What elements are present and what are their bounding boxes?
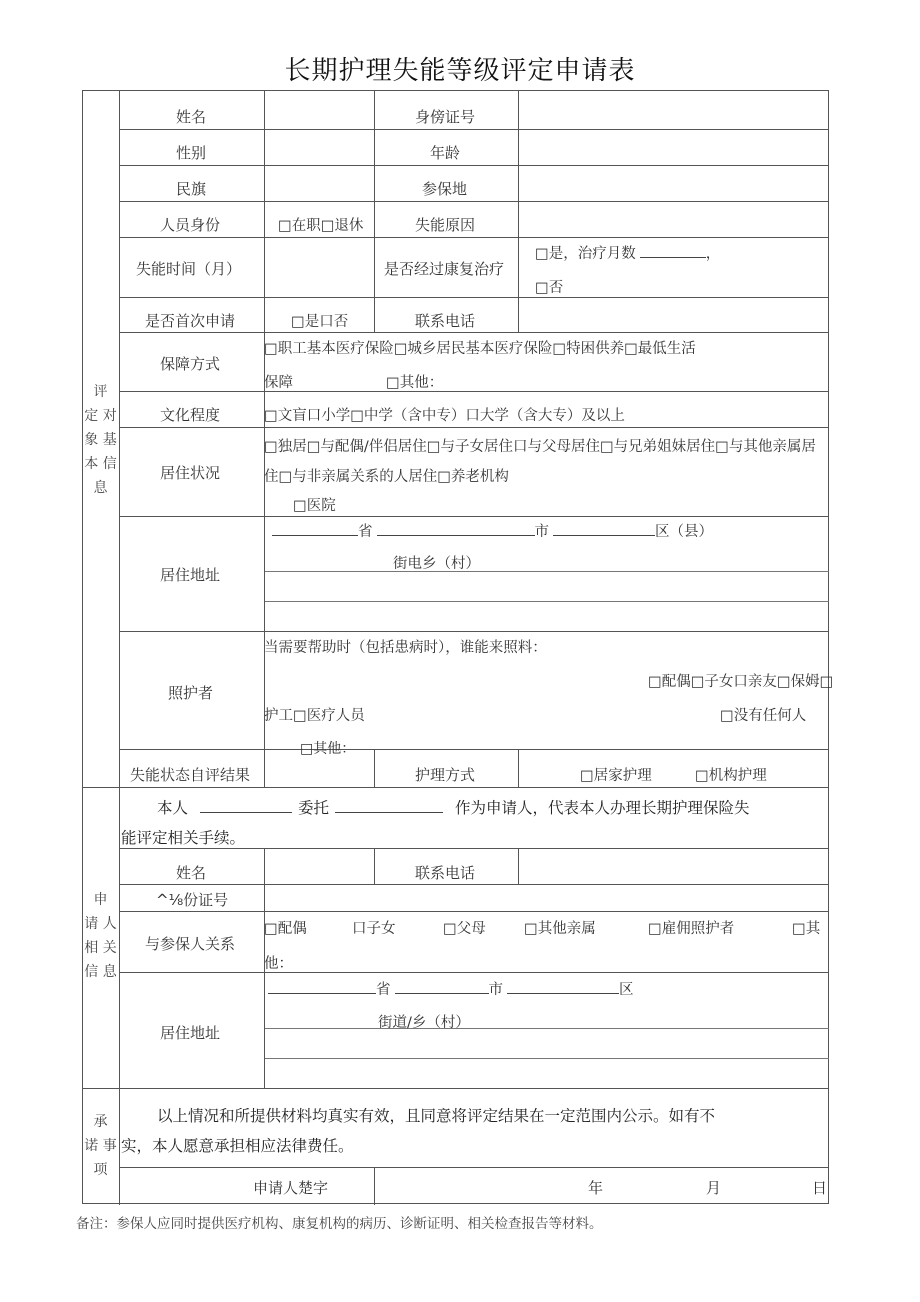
self-eval-input[interactable] xyxy=(265,750,371,784)
label-identity: 人员身份 xyxy=(160,216,221,234)
section-label-text: 项 xyxy=(93,1162,108,1178)
rehab-comma: ， xyxy=(705,246,721,262)
label-guarantee: 保障方式 xyxy=(160,355,221,373)
divider xyxy=(119,332,829,333)
applicant-id-input[interactable] xyxy=(265,886,827,910)
relation-other-label: 他： xyxy=(264,956,293,972)
relation-other-checkbox[interactable]: □其 xyxy=(792,921,821,937)
label-signature: 申请人楚字 xyxy=(253,1179,329,1197)
section-label-text: 息 xyxy=(93,480,108,496)
rehab-no-checkbox[interactable]: □否 xyxy=(535,280,564,296)
education-options[interactable]: □文盲口小学□中学（含中专）口大学（含大专）及以上 xyxy=(264,408,625,424)
label-caregiver: 照护者 xyxy=(168,684,214,702)
divider xyxy=(83,787,829,788)
guarantee-option-other[interactable]: □其他： xyxy=(386,375,444,391)
caregiver-options[interactable]: □配偶□子女口亲友□保姆□ xyxy=(648,674,834,690)
gender-input[interactable] xyxy=(265,130,371,164)
caregiver-options[interactable]: 护工□医疗人员 xyxy=(264,708,365,724)
section-label-promise xyxy=(82,1110,119,1182)
label-age: 年龄 xyxy=(430,144,461,162)
city-label: 市 xyxy=(534,524,549,540)
living-option-hospital[interactable]: □医院 xyxy=(293,498,336,514)
date-month: 月 xyxy=(706,1179,722,1197)
delegation-text: 委托 xyxy=(298,799,330,817)
section-label-applicant xyxy=(82,888,119,984)
label-applicant-address: 居住地址 xyxy=(160,1024,221,1042)
address-line[interactable] xyxy=(272,520,713,541)
divider xyxy=(264,1058,829,1059)
label-phone: 联系电话 xyxy=(415,312,476,330)
label-rehab: 是否经过康复治疗 xyxy=(384,260,505,278)
care-home-checkbox[interactable]: □居家护理 xyxy=(580,768,652,784)
caregiver-option-other[interactable]: □其他： xyxy=(300,741,356,757)
divider xyxy=(119,848,829,849)
delegation-statement[interactable] xyxy=(157,796,750,818)
ethnicity-input[interactable] xyxy=(265,166,371,200)
label-relation: 与参保人关系 xyxy=(145,935,236,953)
divider xyxy=(119,884,829,885)
phone-input[interactable] xyxy=(519,298,827,332)
province-label: 省 xyxy=(358,524,373,540)
district-blank[interactable] xyxy=(553,522,655,536)
page-title: 长期护理失能等级评定申请表 xyxy=(284,56,636,86)
disability-cause-input[interactable] xyxy=(519,202,827,236)
province-label: 省 xyxy=(376,982,391,998)
divider xyxy=(119,631,829,632)
label-gender: 性别 xyxy=(176,144,207,162)
divider xyxy=(374,848,375,884)
living-options[interactable]: 住□与非亲属关系的人居住□养老机构 xyxy=(264,469,509,485)
first-apply-checkboxes[interactable]: □是口否 xyxy=(291,314,349,330)
divider xyxy=(374,1167,375,1205)
label-name: 姓名 xyxy=(176,108,207,126)
divider xyxy=(374,749,375,787)
city-label: 市 xyxy=(488,982,503,998)
rehab-yes-checkbox[interactable] xyxy=(535,242,720,263)
district-label: 区（县） xyxy=(655,524,713,540)
guarantee-options[interactable]: □职工基本医疗保险□城乡居民基本医疗保险□特困供养□最低生活 xyxy=(264,341,696,357)
divider xyxy=(119,237,829,238)
label-care-mode: 护理方式 xyxy=(415,766,476,784)
label-applicant-phone: 联系电话 xyxy=(415,864,476,882)
district-blank[interactable] xyxy=(507,980,619,994)
section-label-text: 象 基 xyxy=(84,432,117,448)
label-living: 居住状况 xyxy=(160,464,221,482)
label-self-eval: 失能状态自评结果 xyxy=(130,766,251,784)
city-blank[interactable] xyxy=(377,522,535,536)
delegation-statement-cont: 能评定相关手续。 xyxy=(121,829,246,847)
insured-place-input[interactable] xyxy=(519,166,827,200)
divider xyxy=(264,571,829,572)
caregiver-question: 当需要帮助时（包括患病时），谁能来照料： xyxy=(264,640,547,656)
relation-child-checkbox[interactable]: 口子女 xyxy=(352,921,396,937)
section-label-basic xyxy=(82,380,119,500)
section-label-text: 信 息 xyxy=(84,964,117,980)
identity-checkboxes[interactable]: □在职□退休 xyxy=(278,218,364,234)
divider xyxy=(119,91,120,1205)
relation-parent-checkbox[interactable]: □父母 xyxy=(443,921,486,937)
delegate-blank[interactable] xyxy=(335,799,443,813)
rehab-months-blank[interactable] xyxy=(640,244,706,258)
age-input[interactable] xyxy=(519,130,827,164)
label-applicant-name: 姓名 xyxy=(176,864,207,882)
id-number-input[interactable] xyxy=(519,92,827,126)
living-options[interactable]: □独居□与配偶/伴侣居住□与子女居住口与父母居住□与兄弟姐妹居住□与其他亲属居 xyxy=(264,439,816,455)
label-id-number: 身傍证号 xyxy=(415,108,476,126)
section-label-text: 请 人 xyxy=(84,916,117,932)
care-institution-checkbox[interactable]: □机构护理 xyxy=(695,768,767,784)
divider xyxy=(83,1088,829,1089)
divider xyxy=(374,91,375,332)
divider xyxy=(119,911,829,912)
label-disability-time: 失能时间（月） xyxy=(136,260,242,278)
label-first-apply: 是否首次申请 xyxy=(145,312,236,330)
section-label-text: 本 信 xyxy=(84,456,117,472)
label-disability-cause: 失能原因 xyxy=(415,216,476,234)
signature-field[interactable] xyxy=(376,1168,576,1202)
section-label-text: 评 xyxy=(93,384,108,400)
section-label-text: 定 对 xyxy=(84,408,117,424)
section-label-text: 承 xyxy=(93,1114,108,1130)
divider xyxy=(119,391,829,392)
section-label-text: 申 xyxy=(93,892,108,908)
relation-hired-checkbox[interactable]: □雇佣照护者 xyxy=(648,921,735,937)
city-blank[interactable] xyxy=(395,980,489,994)
rehab-yes-text: □是，治疗月数 xyxy=(535,246,636,262)
delegation-text: 作为申请人，代表本人办理长期护理保险失 xyxy=(455,799,750,817)
label-applicant-id: ^⅛份证号 xyxy=(156,891,229,909)
province-blank[interactable] xyxy=(272,522,358,536)
relation-spouse-checkbox[interactable]: □配偶 xyxy=(264,921,307,937)
promise-text: 以上情况和所提供材料均真实有效，且同意将评定结果在一定范围内公示。如有不 xyxy=(157,1107,716,1125)
section-label-text: 相 关 xyxy=(84,940,117,956)
promise-text-cont: 实，本人愿意承担相应法律费任。 xyxy=(121,1137,354,1155)
label-education: 文化程度 xyxy=(160,406,221,424)
date-year: 年 xyxy=(588,1179,604,1197)
divider xyxy=(119,516,829,517)
date-day: 日 xyxy=(812,1179,828,1197)
divider xyxy=(518,749,519,787)
street-label: 街道/乡（村） xyxy=(378,1015,470,1031)
street-label: 街电乡（村） xyxy=(393,556,480,572)
disability-time-input[interactable] xyxy=(265,238,371,296)
delegation-text: 本人 xyxy=(157,799,189,817)
caregiver-other-clipped xyxy=(300,740,380,757)
divider xyxy=(119,427,829,428)
divider xyxy=(264,1028,829,1029)
applicant-address-line[interactable] xyxy=(268,978,634,999)
applicant-name-input[interactable] xyxy=(265,850,371,884)
delegator-blank[interactable] xyxy=(200,799,292,813)
district-label: 区 xyxy=(619,982,634,998)
name-input[interactable] xyxy=(265,92,371,126)
divider xyxy=(119,972,829,973)
label-insured-place: 参保地 xyxy=(422,180,468,198)
label-ethnicity: 民旗 xyxy=(176,180,207,198)
footnote: 备注：参保人应同时提供医疗机构、康复机构的病历、诊断证明、相关检查报告等材料。 xyxy=(76,1216,603,1232)
caregiver-option-nobody[interactable]: □没有任何人 xyxy=(720,708,807,724)
guarantee-option-low: 保障 xyxy=(264,375,293,391)
divider xyxy=(264,601,829,602)
applicant-phone-input[interactable] xyxy=(519,850,827,884)
label-address: 居住地址 xyxy=(160,566,221,584)
relation-relative-checkbox[interactable]: □其他亲属 xyxy=(524,921,596,937)
province-blank[interactable] xyxy=(268,980,376,994)
divider xyxy=(119,749,829,750)
section-label-text: 诺 事 xyxy=(84,1138,117,1154)
